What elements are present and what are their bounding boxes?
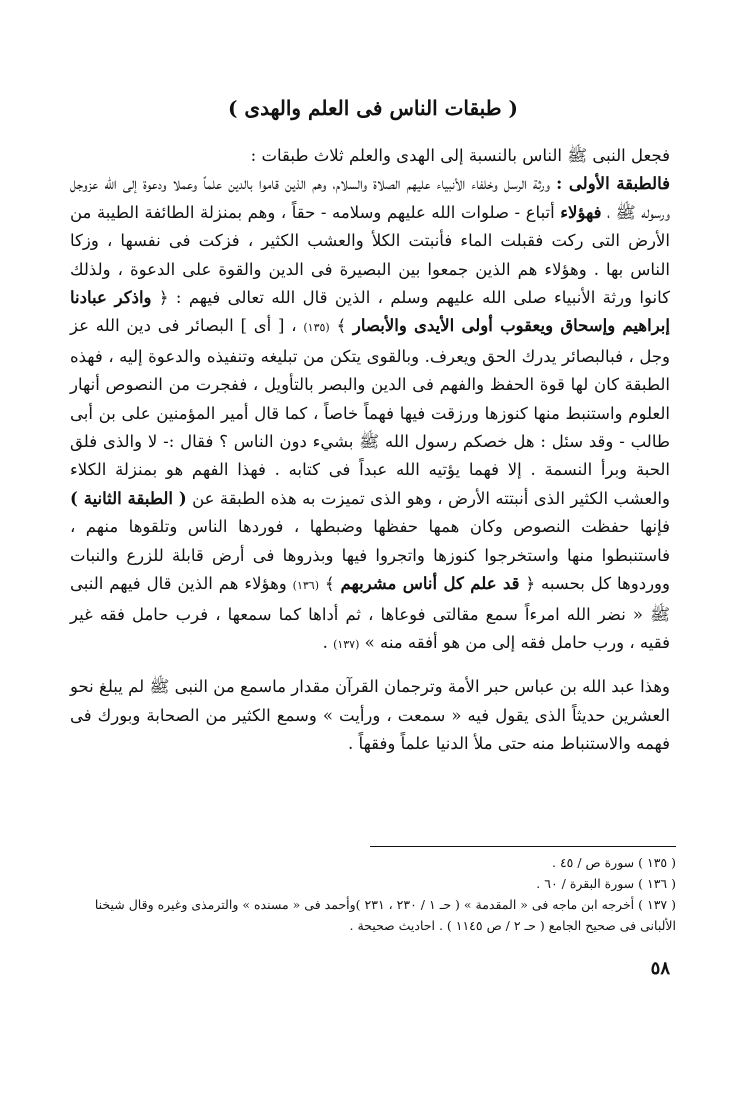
bold-text: فالطبقة الأولى : bbox=[556, 174, 670, 194]
footnote: ( ١٣٦ ) سورة البقرة / ٦٠ . bbox=[536, 876, 676, 891]
text-run: ، [ أى ] البصائر فى دين الله عز وجل ، فبالبصائر يدرك الحق ويعرف. وبالقوى يتكن من تبليغه وتنفيذه والدعوة إليه ، فهذه الطبقة كان لها قوة الحفظ والفهم فى الدين والبصر بالتأويل ، ففجرت من النصوص أنهار العلوم واستنبط منها كنوزها ورزقت فيها فهماً خاصاً ، كما قال أمير المؤمنين على بن أبى طالب - وقد سئل : هل خصكم رسول الله ﷺ بشيء دون الناس ؟ فقال :- لا والذى فلق الحبة وبرأ النسمة . إلا فهما يؤتيه الله عبداً فى كتابه . فهذا الفهم هو بمنزلة الكلاء والعشب الكثير الذى أنبتته الأرض ، وهو الذى تميزت به هذه الطبقة عن bbox=[70, 316, 670, 508]
footnote-ref: (١٣٦) bbox=[292, 579, 319, 593]
text-run: وهؤلاء هم الذين قال فيهم النبى ﷺ « نضر الله امرءاً سمع مقالتى فوعاها ، ثم أداها كما سمعها ، فرب حامل فقه غير فقيه ، ورب حامل فقه إلى من هو أفقه منه » bbox=[70, 574, 670, 652]
footnote-divider bbox=[370, 846, 676, 847]
text-run: فإنها حفظت النصوص وكان همها حفظها وضبطها ، فوردها الناس وتلقوها منهم ، فاستنبطوا منها واستخرجوا كنوزها واتجروا فيها وبذروها فى أرض قابلة للزرع والنبات ووردوها كل بحسبه ﴿ bbox=[70, 517, 670, 594]
text-run: ﴾ bbox=[318, 574, 341, 594]
footnote-ref: (١٣٧) bbox=[333, 637, 360, 651]
footnote-ref: (١٣٥) bbox=[303, 321, 330, 335]
footnotes bbox=[70, 852, 676, 936]
text-run: ﴾ bbox=[329, 316, 353, 336]
bold-text: ( الطبقة الثانية ) bbox=[70, 488, 187, 508]
bold-text: قد علم كل أناس مشربهم bbox=[340, 574, 520, 594]
page-number: ٥٨ bbox=[650, 958, 670, 979]
text-run: وهذا عبد الله بن عباس حبر الأمة وترجمان القرآن مقدار ماسمع من النبى ﷺ لم يبلغ نحو العشرين حديثاً الذى يقول فيه « سمعت ، ورأيت » وسمع الكثير من الصحابة وبورك فى فهمه والاستنباط منه حتى ملأ الدنيا علماً وفقهاً . bbox=[70, 677, 670, 754]
text-run: . bbox=[322, 632, 334, 652]
body-text bbox=[70, 142, 670, 759]
section-title: ( طبقات الناس فى العلم والهدى ) bbox=[227, 96, 519, 120]
footnote: ( ١٣٧ ) أخرجه ابن ماجه فى « المقدمة » ( حـ ١ / ٢٣٠ ، ٢٣١ )وأحمد فى « مسنده » والترمذى وغيره وقال شيخنا الألبانى فى صحيح الجامع ( حـ ٢ / ص ١١٤٥ ) . احاديث صحيحة . bbox=[94, 897, 676, 933]
bold-text: فهؤلاء bbox=[560, 202, 602, 222]
bold-text: واذكر عبادنا إبراهيم وإسحاق ويعقوب أولى الأيدى والأبصار bbox=[70, 288, 670, 336]
text-run: أتباع - صلوات الله عليهم وسلامه - حقاً ، وهم بمنزلة الطائفة الطيبة من الأرض التى ركت فقبلت الماء فأنبتت الكلأ والعشب الكثير ، فزكت فى نفسها ، وزكا الناس بها . وهؤلاء هم الذين جمعوا بين البصيرة فى الدين والقوة على الدعوة ، ولذلك كانوا ورثة الأنبياء صلى الله عليهم وسلم ، الذين قال الله تعالى فيهم : ﴿ bbox=[70, 202, 670, 308]
paragraph bbox=[70, 673, 670, 758]
text-run: فجعل النبى ﷺ الناس بالنسبة إلى الهدى والعلم ثلاث طبقات : bbox=[250, 146, 670, 165]
text-run: ورثة الرسل وخلفاء الأنبياء عليهم الصلاة والسلام، وهم الذين قاموا بالدين علماً وعملا ودعوة إلى الله عزوجل ورسوله ﷺ ، bbox=[70, 174, 670, 222]
paragraph bbox=[70, 170, 670, 659]
footnote: ( ١٣٥ ) سورة ص / ٤٥ . bbox=[552, 855, 676, 870]
paragraph bbox=[70, 142, 670, 170]
